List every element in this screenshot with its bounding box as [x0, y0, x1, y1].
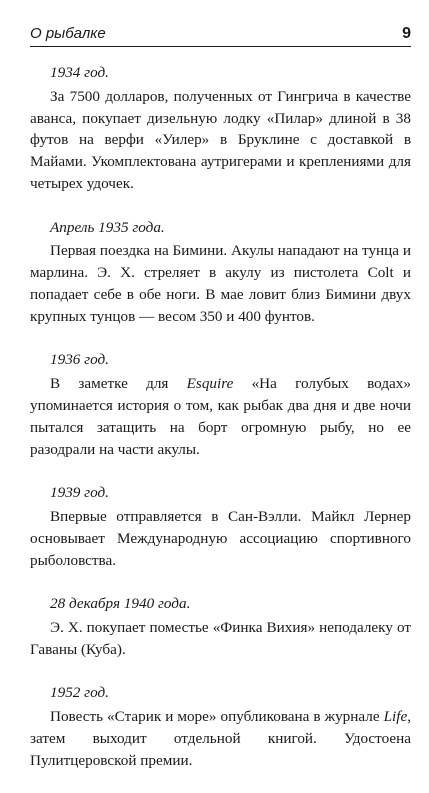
magazine-title: Esquire	[186, 375, 234, 393]
chronology-entry-1939	[30, 482, 411, 571]
magazine-title: Life	[383, 708, 408, 726]
entry-text-part: В заметке для	[50, 375, 187, 393]
page-number: 9	[402, 25, 411, 42]
entry-text: Впервые отправляется в Сан-Вэлли. Майкл Лернер основывает Международную ассоциацию спортивного рыболовства.	[30, 507, 411, 569]
running-title: О рыбалке	[30, 25, 106, 42]
entry-date: 1934 год.	[50, 64, 109, 81]
entry-text: За 7500 долларов, полученных от Гингрича в качестве аванса, покупает дизельную лодку «Пилар» длиной в 38 футов на верфи «Уилер» в Бруклине с доставкой в Майами. Укомплектована аутригерами и креплениями для четырех удочек.	[30, 87, 411, 192]
entry-date: 1936 год.	[50, 351, 109, 369]
entry-text: Э. Х. покупает поместье «Финка Вихия» неподалеку от Гаваны (Куба).	[30, 618, 411, 658]
chronology-text	[30, 62, 411, 793]
entry-text-part: , затем выходит отдельной книгой. Удостоена Пулитцеровской премии.	[30, 708, 411, 769]
chronology-entry-1936	[30, 349, 411, 460]
entry-date: Апрель 1935 года.	[50, 218, 165, 236]
chronology-entry-1935	[30, 217, 411, 328]
entry-text-part: «На голубых водах» упоминается история о том, как рыбак два дня и две ночи пытался затащить на борт огромную рыбу, но ее разодрали на части акулы.	[30, 375, 411, 458]
entry-text	[30, 373, 411, 460]
running-header	[30, 20, 411, 47]
chronology-entry-1940	[30, 593, 411, 660]
entry-text-part: Повесть «Старик и море» опубликована в журнале	[50, 708, 384, 726]
entry-date: 28 декабря 1940 года.	[50, 595, 191, 613]
entry-text: Первая поездка на Бимини. Акулы нападают на тунца и марлина. Э. Х. стреляет в акулу из пистолета Colt и попадает себе в обе ноги. В мае ловит близ Бимини двух крупных тунцов — весом 350 и 400 фунтов.	[30, 242, 411, 325]
entry-date: 1939 год.	[50, 484, 109, 502]
entry-date: 1952 год.	[50, 684, 109, 702]
entry-text	[30, 706, 411, 771]
chronology-entry-1934	[30, 62, 411, 195]
chronology-entry-1952	[30, 682, 411, 771]
